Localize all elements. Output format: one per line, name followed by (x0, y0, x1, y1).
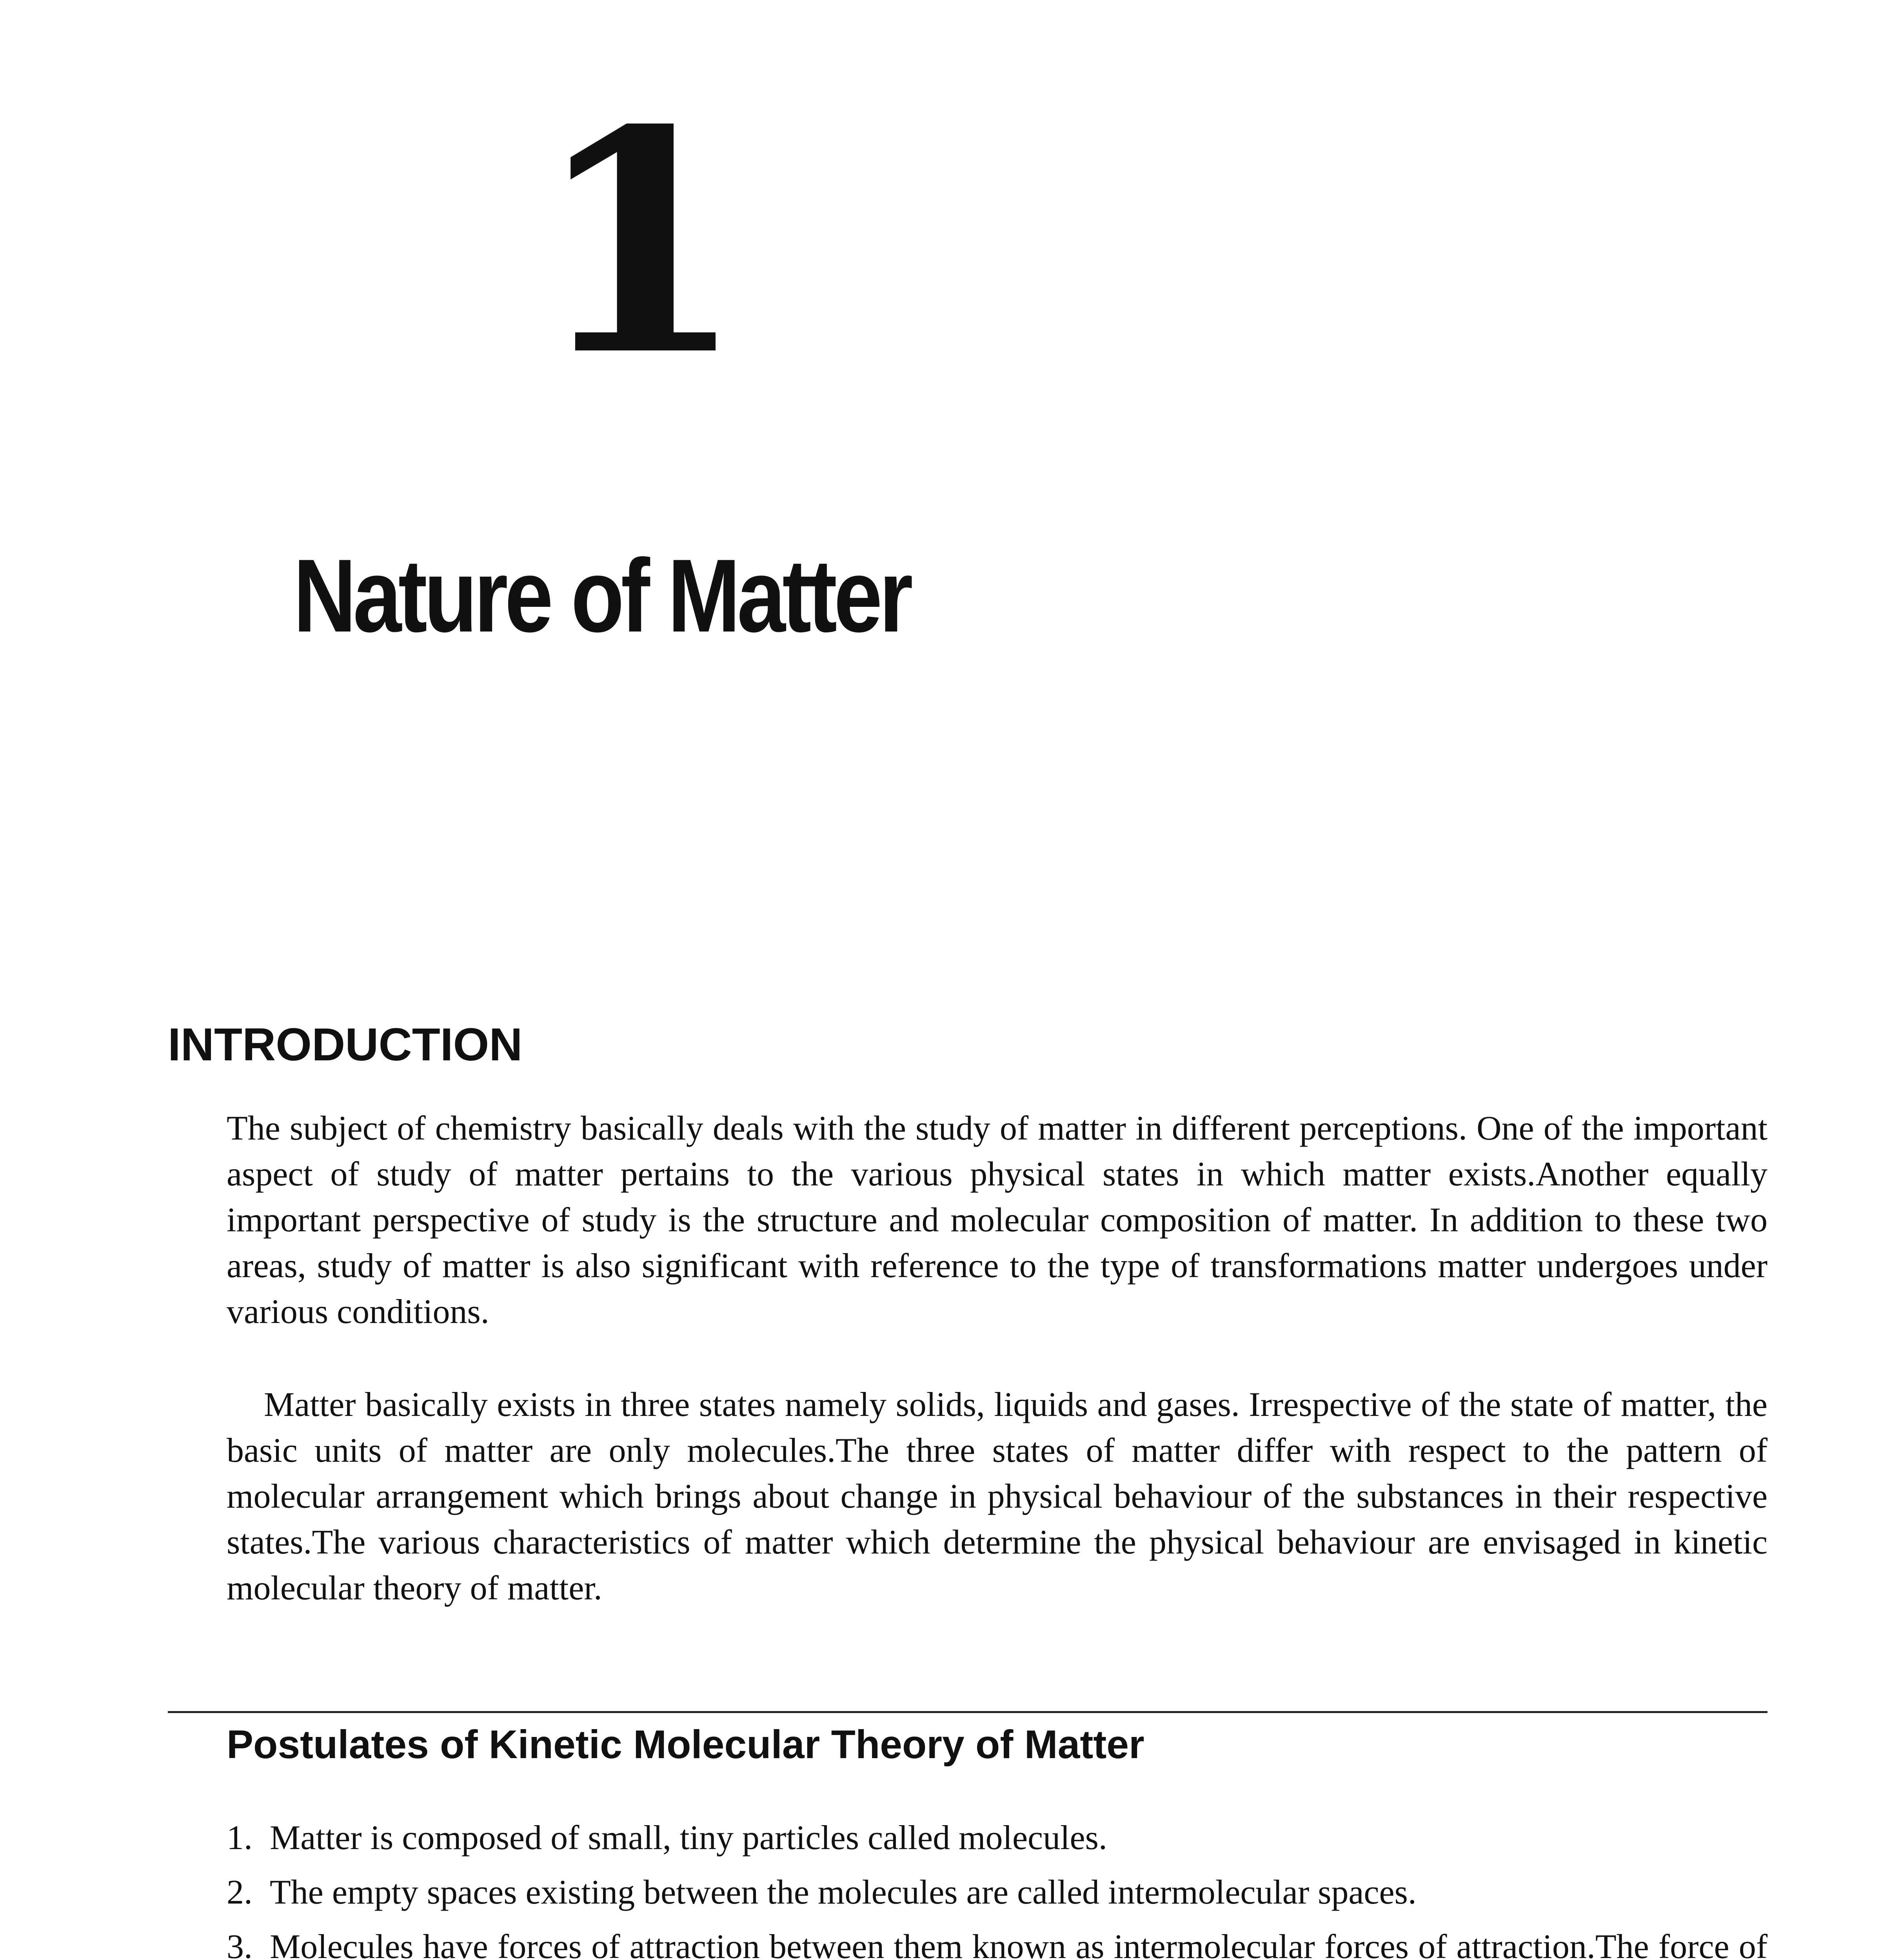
section-divider (168, 1711, 1768, 1713)
introduction-paragraph-2: Matter basically exists in three states namely solids, liquids and gases. Irrespective of the state of matter, the basic units of matter are only molecules.The three states of matter differ with respect to the pattern of molecular arrangement which brings about change in physical behaviour of the substances in their respective states.The various characteristics of matter which determine the physical behaviour are envisaged in kinetic molecular theory of matter. (227, 1386, 1768, 1607)
postulate-text-part: Molecules have forces of attraction between them known as intermolecular forces of attraction.The force of (270, 1928, 1768, 1960)
postulate-item-1 (227, 1815, 1768, 1861)
postulate-item-3 (227, 1924, 1768, 1960)
chapter-number: 1 (533, 64, 746, 423)
postulate-text: The empty spaces existing between the molecules are called intermolecular spaces. (270, 1873, 1417, 1911)
postulate-number: 2. (227, 1873, 253, 1911)
postulates-heading: Postulates of Kinetic Molecular Theory of Matter (227, 1722, 1144, 1767)
postulate-number: 3. (227, 1928, 253, 1960)
chapter-title: Nature of Matter (293, 538, 910, 654)
postulate-item-2 (227, 1869, 1768, 1915)
postulate-number: 1. (227, 1819, 253, 1857)
introduction-paragraph-1: The subject of chemistry basically deals with the study of matter in different perceptions. One of the important aspect of study of matter pertains to the various physical states in which matter exists.Another equally important perspective of study is the structure and molecular composition of matter. In addition to these two areas, study of matter is also significant with reference to the type of transformations matter undergoes under various conditions. (227, 1109, 1768, 1331)
introduction-heading: INTRODUCTION (168, 1019, 523, 1071)
postulates-list (227, 1815, 1768, 1960)
postulate-text: Matter is composed of small, tiny particles called molecules. (270, 1819, 1107, 1857)
